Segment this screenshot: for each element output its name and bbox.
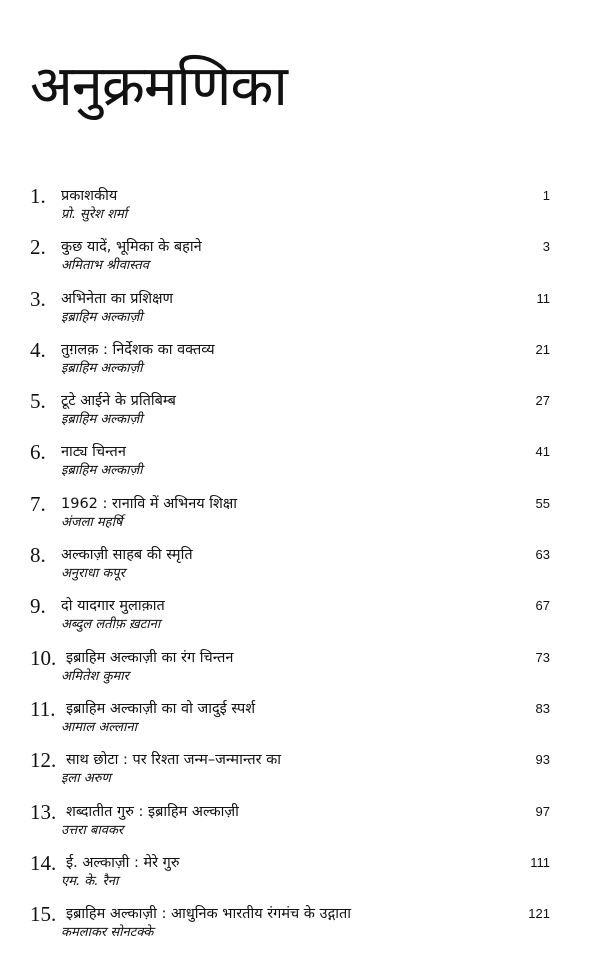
toc-entry [30, 337, 550, 388]
entry-number: 15. [30, 902, 57, 927]
entry-number: 4. [30, 337, 46, 362]
entry-title: तुग़लक़ : निर्देशक का वक्तव्य [61, 341, 215, 358]
entry-page-number: 63 [535, 547, 550, 563]
toc-entry [30, 439, 550, 490]
toc-entry [30, 901, 550, 952]
toc-entry [30, 542, 550, 593]
entry-number: 1. [30, 184, 46, 208]
entry-page-number: 1 [542, 188, 550, 203]
entry-title: इब्राहिम अल्काज़ी : आधुनिक भारतीय रंगमंच के उद्गाता [66, 906, 351, 923]
toc-entry [30, 491, 550, 542]
toc-entry [30, 645, 550, 696]
entry-author: इब्राहिम अल्काज़ी [61, 412, 143, 428]
entry-title: इब्राहिम अल्काज़ी का वो जादुई स्पर्श [66, 700, 256, 717]
entry-author: आमाल अल्लाना [61, 719, 137, 735]
entry-page-number: 97 [535, 803, 550, 819]
entry-page-number: 41 [535, 444, 550, 460]
entry-number: 3. [30, 286, 46, 311]
entry-author: इला अरुण [61, 771, 111, 787]
entry-page-number: 11 [536, 290, 550, 306]
entry-author: अमिताभ श्रीवास्तव [61, 258, 149, 274]
entry-title: शब्दातीत गुरु : इब्राहिम अल्काज़ी [66, 803, 239, 820]
entry-page-number: 27 [535, 393, 550, 409]
entry-title: अल्काज़ी साहब की स्मृति [61, 547, 193, 564]
entry-page-number: 67 [535, 598, 550, 614]
entry-page-number: 21 [535, 341, 550, 357]
entry-title: प्रकाशकीय [61, 188, 118, 204]
entry-page-number: 73 [535, 649, 550, 665]
toc-entry [30, 747, 550, 798]
entry-title: अभिनेता का प्रशिक्षण [61, 290, 173, 307]
entry-page-number: 93 [535, 752, 550, 768]
entry-number: 10. [30, 645, 57, 670]
toc-entry [30, 234, 550, 285]
toc-entry [30, 799, 550, 850]
page-title: अनुक्रमणिका [30, 54, 287, 119]
entry-title: कुछ यादें, भूमिका के बहाने [61, 239, 202, 256]
entry-page-number: 55 [535, 495, 550, 511]
entry-number: 9. [30, 594, 46, 619]
entry-page-number: 83 [535, 700, 550, 716]
toc-entry [30, 286, 550, 337]
entry-number: 13. [30, 799, 57, 824]
entry-author: अनुराधा कपूर [61, 566, 126, 582]
entry-number: 12. [30, 748, 57, 773]
table-of-contents [30, 183, 550, 952]
entry-author: इब्राहिम अल्काज़ी [61, 360, 143, 376]
entry-title: ई. अल्काज़ी : मेरे गुरु [66, 854, 180, 871]
entry-title: नाट्य चिन्तन [61, 444, 126, 461]
entry-number: 5. [30, 389, 46, 414]
entry-title: इब्राहिम अल्काज़ी का रंग चिन्तन [66, 649, 234, 666]
entry-author: कमलाकर सोनटक्के [61, 925, 154, 941]
entry-author: अंजला महर्षि [61, 514, 123, 530]
entry-number: 8. [30, 543, 46, 568]
entry-author: इब्राहिम अल्काज़ी [61, 309, 143, 325]
entry-author: अब्दुल लतीफ़ ख़टाना [61, 617, 161, 633]
toc-entry [30, 183, 550, 234]
entry-title: 1962 : रानावि में अभिनय शिक्षा [61, 495, 238, 512]
toc-entry [30, 593, 550, 644]
entry-number: 14. [30, 850, 57, 875]
toc-entry [30, 388, 550, 439]
entry-page-number: 121 [528, 906, 550, 922]
entry-author: प्रो. सुरेश शर्मा [61, 207, 128, 222]
toc-entry [30, 850, 550, 901]
toc-entry [30, 696, 550, 747]
entry-title: साथ छोटा : पर रिश्ता जन्म–जन्मान्तर का [66, 752, 282, 769]
entry-number: 7. [30, 491, 46, 516]
entry-author: उत्तरा बावकर [61, 822, 124, 838]
entry-page-number: 111 [530, 854, 550, 870]
entry-title: दो यादगार मुलाक़ात [61, 598, 165, 615]
entry-page-number: 3 [542, 239, 550, 255]
entry-author: इब्राहिम अल्काज़ी [61, 463, 143, 479]
entry-number: 6. [30, 440, 46, 465]
entry-author: एम. के. रैना [61, 873, 119, 889]
entry-number: 11. [30, 696, 56, 721]
entry-author: अमितेश कुमार [61, 668, 129, 684]
entry-title: टूटे आईने के प्रतिबिम्ब [61, 393, 176, 410]
entry-number: 2. [30, 235, 46, 260]
